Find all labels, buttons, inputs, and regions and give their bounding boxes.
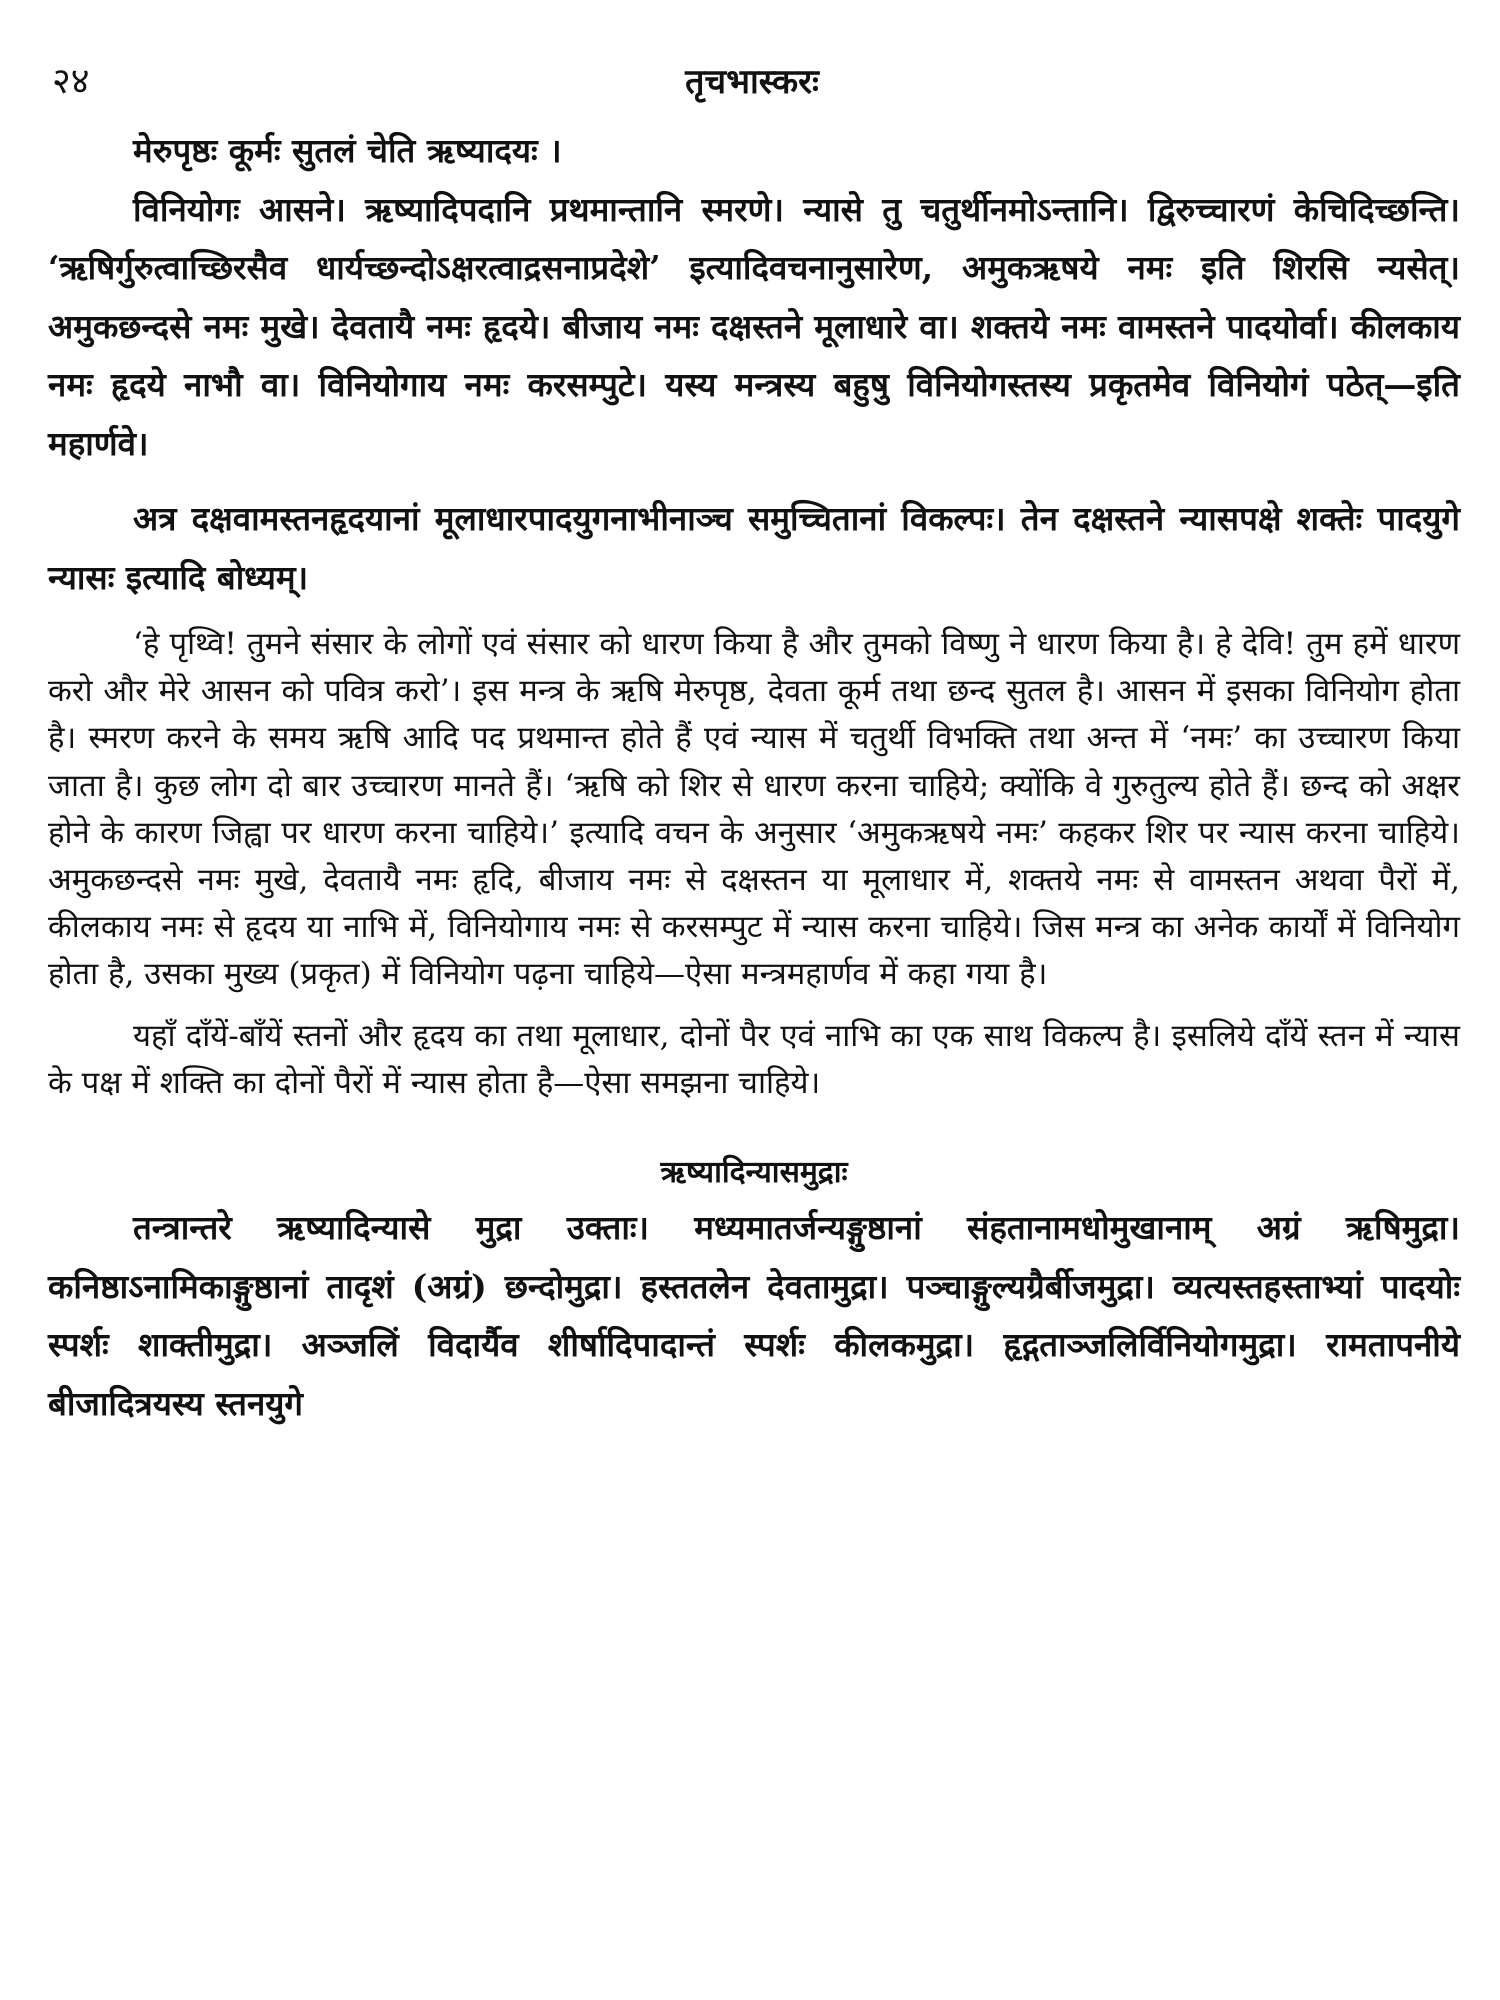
sanskrit-mudra-paragraph: तन्त्रान्तरे ऋष्यादिन्यासे मुद्रा उक्ताः। मध्यमातर्जन्यङ्गुष्ठानां संहतानामधोमुखानाम् अग्रं ऋषिमुद्रा। कनिष्ठाऽनामिकाङ्गुष्ठानां तादृशं (अग्रं) छन्दोमुद्रा। हस्ततलेन देवतामुद्रा। पञ्चाङ्गुल्यग्रैर्बीजमुद्रा। व्यत्यस्तहस्ताभ्यां पादयोः स्पर्शः शाक्तीमुद्रा। अञ्जलिं विदार्यैव शीर्षादिपादान्तं स्पर्शः कीलकमुद्रा। हृद्गताञ्जलिर्विनियोगमुद्रा। रामतापनीये बीजादित्रयस्य स्तनयुगे (48, 1208, 1460, 1423)
section-heading: ऋष्यादिन्यासमुद्राः (660, 1155, 848, 1191)
page-header (42, 52, 1462, 112)
page-number: २४ (52, 61, 90, 102)
sanskrit-viniyoga-paragraph: विनियोगः आसने। ऋष्यादिपदानि प्रथमान्तानि स्मरणे। न्यासे तु चतुर्थीनमोऽन्तानि। द्विरुच्चारणं केचिदिच्छन्ति। ‘ऋषिर्गुरुत्वाच्छिरसैव धार्यच्छन्दोऽक्षरत्वाद्रसनाप्रदेशे’ इत्यादिवचनानुसारेण, अमुकऋषये नमः इति शिरसि न्यसेत्। अमुकछन्दसे नमः मुखे। देवतायै नमः हृदये। बीजाय नमः दक्षस्तने मूलाधारे वा। शक्तये नमः वामस्तने पादयोर्वा। कीलकाय नमः हृदये नाभौ वा। विनियोगाय नमः करसम्पुटे। यस्य मन्त्रस्य बहुषु विनियोगस्तस्य प्रकृतमेव विनियोगं पठेत्—इति महार्णवे। (48, 189, 1460, 463)
sanskrit-verse-line: मेरुपृष्ठः कूर्मः सुतलं चेति ऋष्यादयः । (133, 131, 562, 170)
sanskrit-vikalpa-paragraph: अत्र दक्षवामस्तनहृदयानां मूलाधारपादयुगनाभीनाञ्च समुच्चितानां विकल्पः। तेन दक्षस्तने न्यासपक्षे शक्तेः पादयुगे न्यासः इत्यादि बोध्यम्। (48, 499, 1460, 597)
running-title: तृचभास्करः (685, 62, 819, 102)
hindi-translation-paragraph: ‘हे पृथ्वि! तुमने संसार के लोगों एवं संसार को धारण किया है और तुमको विष्णु ने धारण किया है। हे देवि! तुम हमें धारण करो और मेरे आसन को पवित्र करो’। इस मन्त्र के ऋषि मेरुपृष्ठ, देवता कूर्म तथा छन्द सुतल है। आसन में इसका विनियोग होता है। स्मरण करने के समय ऋषि आदि पद प्रथमान्त होते हैं एवं न्यास में चतुर्थी विभक्ति तथा अन्त में ‘नमः’ का उच्चारण किया जाता है। कुछ लोग दो बार उच्चारण मानते हैं। ‘ऋषि को शिर से धारण करना चाहिये; क्योंकि वे गुरुतुल्य होते हैं। छन्द को अक्षर होने के कारण जिह्वा पर धारण करना चाहिये।’ इत्यादि वचन के अनुसार ‘अमुकऋषये नमः’ कहकर शिर पर न्यास करना चाहिये। अमुकछन्दसे नमः मुखे, देवतायै नमः हृदि, बीजाय नमः से दक्षस्तन या मूलाधार में, शक्तये नमः से वामस्तन अथवा पैरों में, कीलकाय नमः से हृदय या नाभि में, विनियोगाय नमः से करसम्पुट में न्यास करना चाहिये। जिस मन्त्र का अनेक कार्यों में विनियोग होता है, उसका मुख्य (प्रकृत) में विनियोग पढ़ना चाहिये—ऐसा मन्त्रमहार्णव में कहा गया है। (48, 626, 1460, 993)
page-content (48, 122, 1460, 1433)
hindi-vikalpa-paragraph: यहाँ दाँयें-बाँयें स्तनों और हृदय का तथा मूलाधार, दोनों पैर एवं नाभि का एक साथ विकल्प है। इसलिये दाँयें स्तन में न्यास के पक्ष में शक्ति का दोनों पैरों में न्यास होता है—ऐसा समझना चाहिये। (48, 1017, 1460, 1101)
